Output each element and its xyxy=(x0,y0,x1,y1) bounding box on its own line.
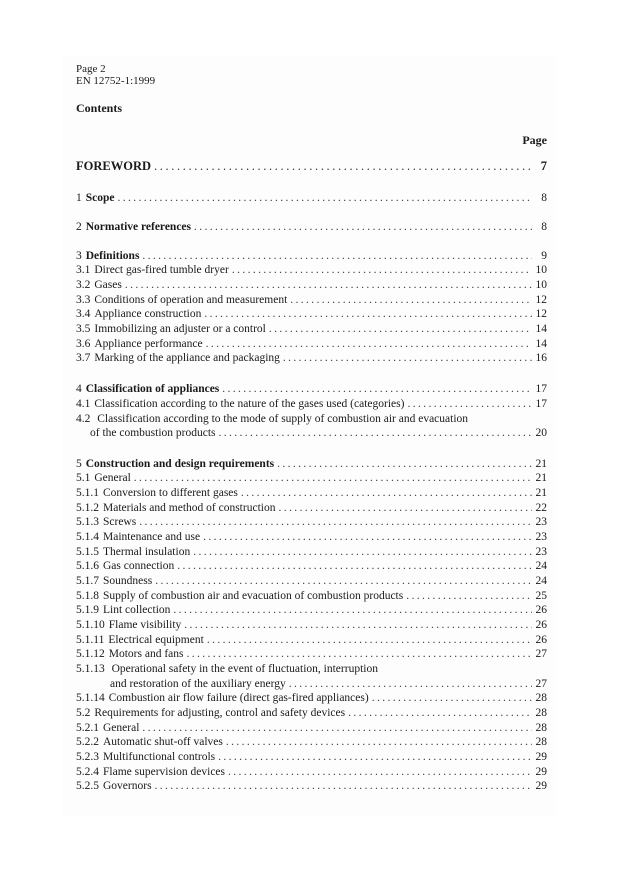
dot-leader xyxy=(219,427,532,440)
toc-number: 5.1.3 xyxy=(76,516,99,528)
toc-title: Soundness xyxy=(103,575,153,587)
toc-number: 2 xyxy=(76,221,82,233)
toc-entry-3-4[interactable] xyxy=(76,308,547,321)
dot-leader xyxy=(206,338,532,351)
toc-page: 12 xyxy=(535,308,547,320)
dot-leader xyxy=(173,604,532,617)
toc-title: Conditions of operation and measurement xyxy=(94,294,288,306)
toc-page: 21 xyxy=(535,487,547,499)
toc-number: 3.1 xyxy=(76,264,91,276)
toc-title: Operational safety in the event of fluctuation, interruption xyxy=(111,663,378,675)
toc-title: Appliance performance xyxy=(94,338,203,350)
toc-title: Governors xyxy=(103,780,152,792)
toc-number: 3.6 xyxy=(76,338,91,350)
dot-leader xyxy=(184,619,532,632)
toc-number: 5.1.11 xyxy=(76,634,105,646)
toc-title: Appliance construction xyxy=(94,308,202,320)
toc-page: 17 xyxy=(535,398,547,410)
toc-page: 7 xyxy=(540,159,547,173)
dot-leader xyxy=(142,722,532,735)
toc-entry-5-2-4[interactable] xyxy=(76,766,547,779)
toc-entry-5-1-7[interactable] xyxy=(76,575,547,588)
toc-title: Supply of combustion air and evacuation of combustion products xyxy=(103,590,404,602)
dot-leader xyxy=(155,780,532,793)
toc-number: 5.2.5 xyxy=(76,780,99,792)
dot-leader xyxy=(278,502,532,515)
toc-page: 27 xyxy=(535,648,547,660)
toc-number: 3.4 xyxy=(76,308,91,320)
dot-leader xyxy=(207,634,532,647)
toc-title: of the combustion products xyxy=(90,427,216,439)
toc-entry-3-2[interactable] xyxy=(76,279,547,292)
dot-leader xyxy=(177,560,532,573)
toc-page: 24 xyxy=(535,575,547,587)
dot-leader xyxy=(222,383,532,396)
toc-title: Gas connection xyxy=(103,560,175,572)
toc-entry-5-1[interactable] xyxy=(76,472,547,485)
toc-page: 10 xyxy=(535,264,547,276)
toc-entry-4-1[interactable] xyxy=(76,398,547,411)
toc-number: 5.2.2 xyxy=(76,736,99,748)
dot-leader xyxy=(228,766,532,779)
toc-entry-5-1-13[interactable] xyxy=(76,663,378,676)
toc-entry-5-1-2[interactable] xyxy=(76,502,547,515)
contents-heading: Contents xyxy=(76,101,123,115)
toc-entry-5-1-8[interactable] xyxy=(76,590,547,603)
toc-page: 22 xyxy=(535,502,547,514)
dot-leader xyxy=(372,692,532,705)
toc-title: Maintenance and use xyxy=(103,531,201,543)
toc-number: 5.1.6 xyxy=(76,560,99,572)
toc-title: Flame visibility xyxy=(108,619,182,631)
toc-title: Gases xyxy=(94,279,122,291)
toc-page: 27 xyxy=(535,678,547,690)
toc-number: 3.3 xyxy=(76,294,91,306)
toc-title: Flame supervision devices xyxy=(103,766,226,778)
dot-leader xyxy=(232,264,532,277)
toc-number: 5.1.14 xyxy=(76,692,105,704)
toc-title: General xyxy=(94,472,131,484)
toc-number: 5.2.3 xyxy=(76,751,99,763)
toc-page: 12 xyxy=(535,294,547,306)
toc-title: and restoration of the auxiliary energy xyxy=(110,678,286,690)
toc-page: 29 xyxy=(535,780,547,792)
toc-page: 21 xyxy=(535,472,547,484)
toc-page: 21 xyxy=(535,458,547,470)
dot-leader xyxy=(290,294,532,307)
toc-number: 5.1.2 xyxy=(76,502,99,514)
toc-number: 4 xyxy=(76,383,82,395)
toc-entry-5-1-6[interactable] xyxy=(76,560,547,573)
toc-title: Requirements for adjusting, control and safety devices xyxy=(94,707,346,719)
dot-leader xyxy=(283,352,532,365)
toc-entry-5-1-13-cont[interactable] xyxy=(76,678,547,691)
toc-entry-foreword[interactable] xyxy=(76,160,547,173)
page-number-label: Page 2 xyxy=(76,63,106,75)
toc-title: Electrical equipment xyxy=(108,634,204,646)
dot-leader xyxy=(269,323,532,336)
toc-page: 10 xyxy=(535,279,547,291)
toc-number: 5.1.8 xyxy=(76,590,99,602)
toc-page: 9 xyxy=(541,250,547,262)
toc-title: Materials and method of construction xyxy=(103,502,276,514)
dot-leader xyxy=(187,648,533,661)
dot-leader xyxy=(134,472,532,485)
toc-entry-5-2-3[interactable] xyxy=(76,751,547,764)
toc-entry-5-1-10[interactable] xyxy=(76,619,547,632)
toc-entry-5-2-1[interactable] xyxy=(76,722,547,735)
toc-entry-5[interactable] xyxy=(76,458,547,471)
toc-number: 4.2 xyxy=(76,413,91,425)
toc-page: 23 xyxy=(535,546,547,558)
toc-title: Screws xyxy=(103,516,137,528)
dot-leader xyxy=(193,546,532,559)
dot-leader xyxy=(139,516,532,529)
toc-number: 5.2.1 xyxy=(76,722,99,734)
toc-entry-5-1-14[interactable] xyxy=(76,692,547,705)
toc-title: Lint collection xyxy=(103,604,171,616)
toc-title: Classification of appliances xyxy=(85,383,220,395)
toc-page: 28 xyxy=(535,707,547,719)
dot-leader xyxy=(406,590,532,603)
toc-title: Combustion air flow failure (direct gas-fired appliances) xyxy=(108,692,369,704)
toc-entry-5-1-12[interactable] xyxy=(76,648,547,661)
dot-leader xyxy=(194,221,532,234)
toc-title: Immobilizing an adjuster or a control xyxy=(94,323,266,335)
document-id: EN 12752-1:1999 xyxy=(76,75,156,87)
toc-number: 5.2 xyxy=(76,707,91,719)
toc-page: 26 xyxy=(535,634,547,646)
toc-title: Direct gas-fired tumble dryer xyxy=(94,264,229,276)
toc-number: 5 xyxy=(76,458,82,470)
dot-leader xyxy=(154,160,532,173)
dot-leader xyxy=(277,458,532,471)
toc-entry-5-1-3[interactable] xyxy=(76,516,547,529)
dot-leader xyxy=(218,751,532,764)
toc-entry-3[interactable] xyxy=(76,250,547,263)
toc-number: 5.1.13 xyxy=(76,663,105,675)
toc-page: 23 xyxy=(535,531,547,543)
toc-page: 25 xyxy=(535,590,547,602)
toc-page: 14 xyxy=(535,338,547,350)
toc-title: Conversion to different gases xyxy=(103,487,238,499)
toc-entry-5-1-11[interactable] xyxy=(76,634,547,647)
toc-number: 5.1.5 xyxy=(76,546,99,558)
toc-title: Thermal insulation xyxy=(103,546,191,558)
toc-page: 28 xyxy=(535,736,547,748)
toc-page: 29 xyxy=(535,751,547,763)
toc-number: 3 xyxy=(76,250,82,262)
toc-entry-2[interactable] xyxy=(76,221,547,234)
dot-leader xyxy=(204,308,532,321)
toc-title: Definitions xyxy=(85,250,140,262)
dot-leader xyxy=(348,707,532,720)
toc-title: Scope xyxy=(85,192,115,204)
toc-title: Motors and fans xyxy=(108,648,184,660)
dot-leader xyxy=(155,575,532,588)
toc-page: 24 xyxy=(535,560,547,572)
toc-entry-5-1-9[interactable] xyxy=(76,604,547,617)
dot-leader xyxy=(142,250,532,263)
toc-entry-3-5[interactable] xyxy=(76,323,547,336)
toc-number: 3.7 xyxy=(76,352,91,364)
toc-entry-4-2-cont[interactable] xyxy=(76,427,547,440)
toc-title: Marking of the appliance and packaging xyxy=(94,352,280,364)
toc-entry-1[interactable] xyxy=(76,192,547,205)
toc-title: Construction and design requirements xyxy=(85,458,275,470)
toc-entry-5-2-5[interactable] xyxy=(76,780,547,793)
toc-page: 26 xyxy=(535,619,547,631)
toc-title: Automatic shut-off valves xyxy=(103,736,223,748)
toc-number: 5.2.4 xyxy=(76,766,99,778)
dot-leader xyxy=(118,192,533,205)
toc-title: Multifunctional controls xyxy=(103,751,216,763)
toc-title: General xyxy=(103,722,140,734)
toc-entry-5-1-4[interactable] xyxy=(76,531,547,544)
toc-entry-5-1-1[interactable] xyxy=(76,487,547,500)
toc-number: 5.1 xyxy=(76,472,91,484)
dot-leader xyxy=(226,736,532,749)
toc-page: 8 xyxy=(541,192,547,204)
toc-number: 5.1.10 xyxy=(76,619,105,631)
toc-entry-5-1-5[interactable] xyxy=(76,546,547,559)
toc-entry-5-2-2[interactable] xyxy=(76,736,547,749)
toc-page: 26 xyxy=(535,604,547,616)
toc-page: 23 xyxy=(535,516,547,528)
toc-number: 4.1 xyxy=(76,398,91,410)
toc-entry-3-6[interactable] xyxy=(76,338,547,351)
toc-entry-5-2[interactable] xyxy=(76,707,547,720)
dot-leader xyxy=(407,398,532,411)
toc-page: 20 xyxy=(535,427,547,439)
toc-number: 3.2 xyxy=(76,279,91,291)
toc-page: 14 xyxy=(535,323,547,335)
toc-entry-3-3[interactable] xyxy=(76,294,547,307)
toc-title: Classification according to the mode of supply of combustion air and evacuation xyxy=(97,413,469,425)
toc-page: 17 xyxy=(535,383,547,395)
toc-title: Classification according to the nature of the gases used (categories) xyxy=(94,398,405,410)
toc-number: 3.5 xyxy=(76,323,91,335)
toc-number: 5.1.9 xyxy=(76,604,99,616)
toc-entry-4[interactable] xyxy=(76,383,547,396)
toc-entry-3-7[interactable] xyxy=(76,352,547,365)
toc-number: 5.1.1 xyxy=(76,487,99,499)
toc-page: 28 xyxy=(535,692,547,704)
toc-entry-3-1[interactable] xyxy=(76,264,547,277)
toc-number: 5.1.7 xyxy=(76,575,99,587)
toc-page: 29 xyxy=(535,766,547,778)
toc-entry-4-2[interactable] xyxy=(76,413,468,426)
toc-page: 8 xyxy=(541,221,547,233)
toc-title: Normative references xyxy=(85,221,192,233)
dot-leader xyxy=(289,678,532,691)
toc-number: 5.1.4 xyxy=(76,531,99,543)
dot-leader xyxy=(125,279,532,292)
toc-page: 28 xyxy=(535,722,547,734)
toc-number: 5.1.12 xyxy=(76,648,105,660)
dot-leader xyxy=(203,531,532,544)
dot-leader xyxy=(241,487,532,500)
page-column-heading: Page xyxy=(522,133,547,147)
toc-page: 16 xyxy=(535,352,547,364)
toc-title: FOREWORD xyxy=(76,159,151,173)
toc-number: 1 xyxy=(76,192,82,204)
